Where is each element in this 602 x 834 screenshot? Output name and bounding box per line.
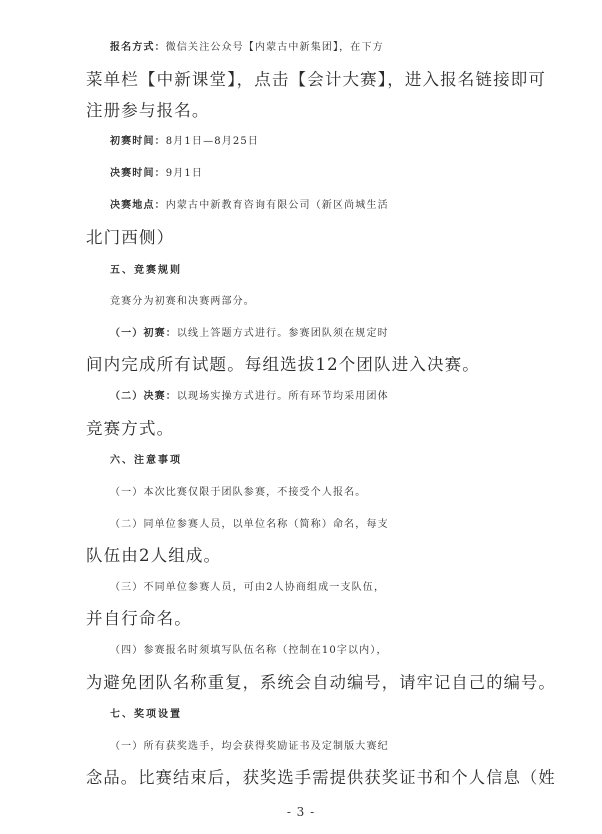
section6-item2-line-2: 队伍由2人组成。 xyxy=(86,546,222,565)
section5-prelim-line-2: 间内完成所有试题。每组选拔12个团队进入决赛。 xyxy=(86,355,480,374)
registration-line-3: 注册参与报名。 xyxy=(86,101,210,120)
section5-final-line-1 xyxy=(110,387,580,407)
prelim-time-value: 8月1日—8月25日 xyxy=(165,136,260,147)
section7-item1-line-2: 念品。比赛结束后，获奖选手需提供获奖证书和个人信息（姓 xyxy=(86,768,556,787)
section5-final-text: 以现场实操方式进行。所有环节均采用团体 xyxy=(176,391,389,402)
registration-line-1 xyxy=(110,38,580,58)
section5-heading: 五、竞赛规则 xyxy=(110,265,182,276)
registration-text: 微信关注公众号【内蒙古中新集团】，在下方 xyxy=(165,42,384,53)
section5-prelim-label: （一）初赛： xyxy=(110,328,177,339)
section6-item1: （一）本次比赛仅限于团队参赛，不接受个人报名。 xyxy=(110,487,367,498)
section5-final-line-2: 竞赛方式。 xyxy=(86,419,175,438)
registration-line-2: 菜单栏【中新课堂】，点击【会计大赛】，进入报名链接即可 xyxy=(86,70,547,89)
section5-prelim-line-1 xyxy=(110,324,580,344)
section7-heading: 七、奖项设置 xyxy=(110,709,182,720)
final-time-line xyxy=(110,164,580,184)
section6-item3-line-2: 并自行命名。 xyxy=(86,609,192,628)
section7-item1-line-1: （一）所有获奖选手，均会获得奖励证书及定制版大赛纪 xyxy=(110,741,389,752)
section6-item4-line-1: （四）参赛报名时须填写队伍名称（控制在10字以内）， xyxy=(110,645,388,656)
registration-label: 报名方式： xyxy=(110,42,166,53)
final-venue-label: 决赛地点： xyxy=(110,200,166,211)
final-venue-text: 内蒙古中新教育咨询有限公司（新区尚城生活 xyxy=(165,200,389,211)
section5-final-label: （二）决赛： xyxy=(110,391,177,402)
section6-item2-line-1: （二）同单位参赛人员，以单位名称（简称）命名，每支 xyxy=(110,519,389,530)
section6-item4-line-2: 为避免团队名称重复，系统会自动编号，请牢记自己的编号。 xyxy=(86,673,556,692)
prelim-time-label: 初赛时间： xyxy=(110,136,166,147)
page-number: - 3 - xyxy=(286,805,316,819)
section6-item3-line-1: （三）不同单位参赛人员，可由2人协商组成一支队伍， xyxy=(110,582,386,593)
final-venue-line-1 xyxy=(110,196,580,216)
section6-heading: 六、注意事项 xyxy=(110,455,182,466)
final-time-value: 9月1日 xyxy=(165,168,204,179)
section5-intro: 竞赛分为初赛和决赛两部分。 xyxy=(110,296,255,307)
final-venue-line-2: 北门西侧） xyxy=(86,228,175,247)
section5-prelim-text: 以线上答题方式进行。参赛团队须在规定时 xyxy=(176,328,389,339)
prelim-time-line xyxy=(110,132,580,152)
final-time-label: 决赛时间： xyxy=(110,168,166,179)
